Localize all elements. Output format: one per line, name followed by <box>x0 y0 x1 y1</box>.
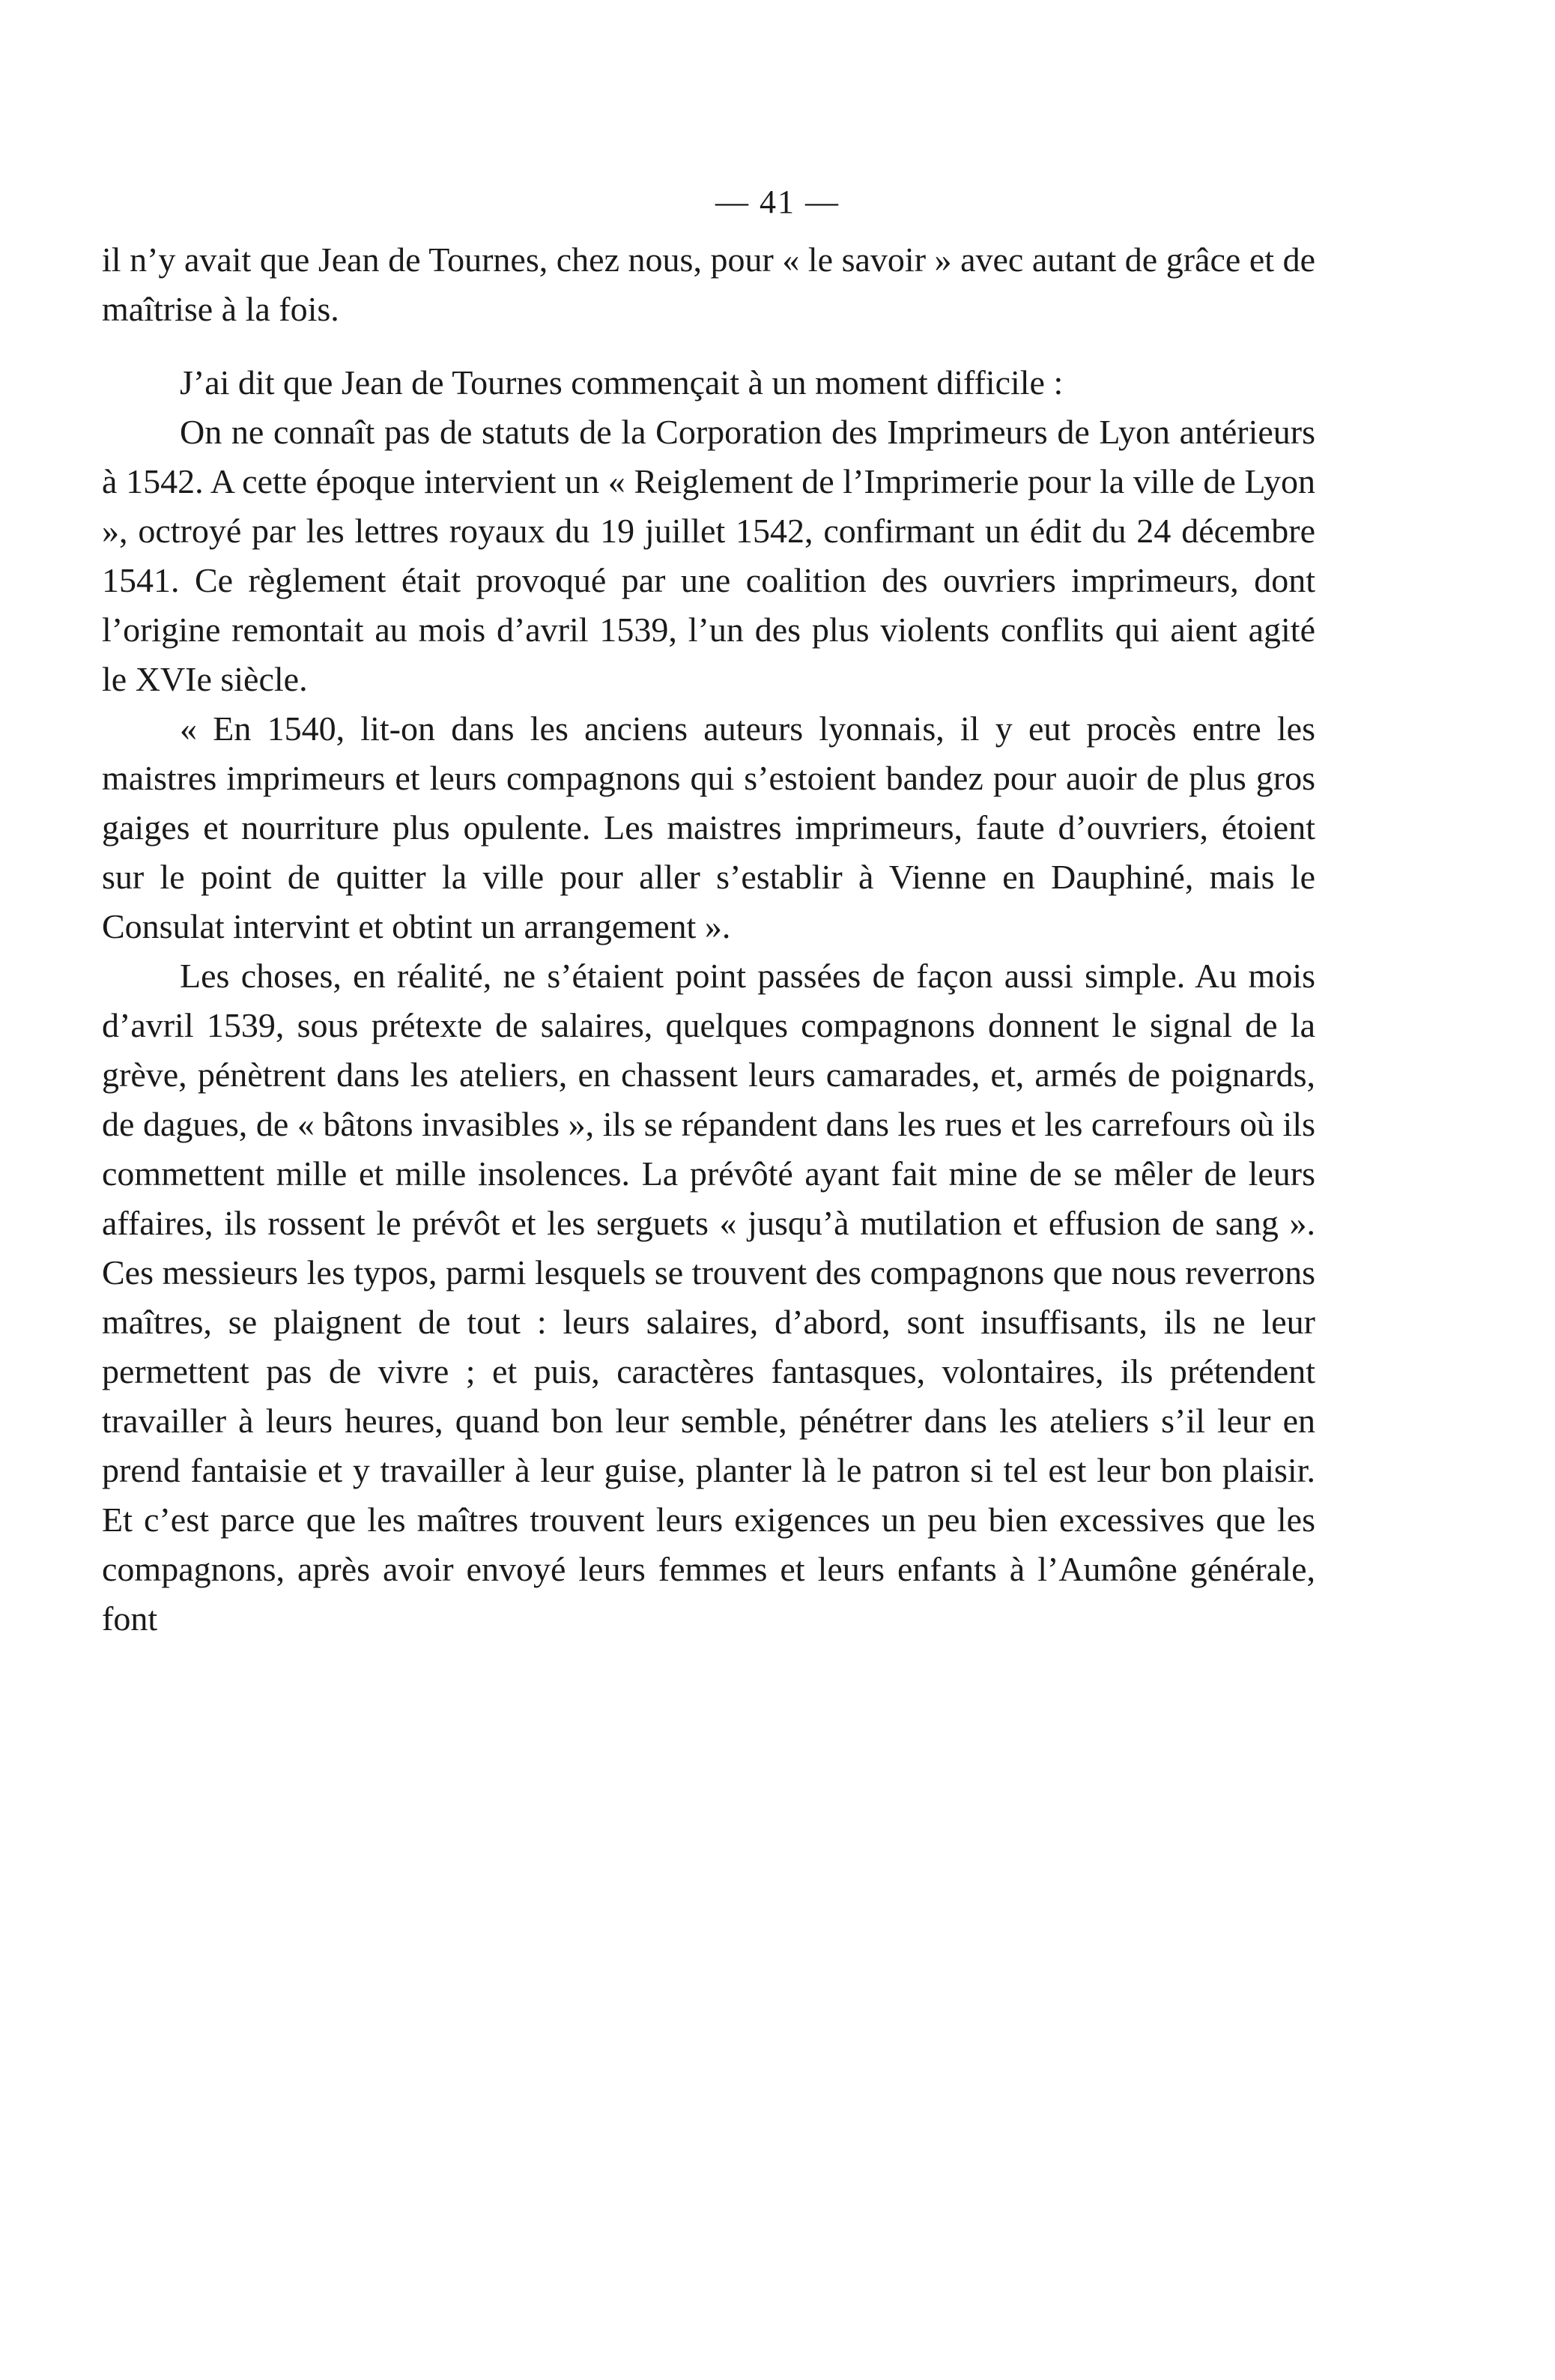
paragraph-quote: « En 1540, lit-on dans les anciens auteurs lyonnais, il y eut procès entre les maistres imprimeurs et leurs compagnons qui s’estoient bandez pour auoir de plus gros gaiges et nourriture plus opulente. Les maistres imprimeurs, faute d’ouvriers, étoient sur le point de quitter la ville pour aller s’establir à Vienne en Dauphiné, mais le Consulat intervint et obtint un arrangement ». <box>102 709 1315 945</box>
paragraph-intro: J’ai dit que Jean de Tournes commençait à un moment difficile : <box>180 363 1064 402</box>
paragraph-statuts: On ne connaît pas de statuts de la Corporation des Imprimeurs de Lyon antérieurs à 1542. A cette époque intervient un « Reiglement de l’Imprimerie pour la ville de Lyon », octroyé par les lettres royaux du 19 juillet 1542, confirmant un édit du 24 décembre 1541. Ce règlement était provoqué par une coalition des ouvriers imprimeurs, dont l’origine remontait au mois d’avril 1539, l’un des plus violents conflits qui aient agité le XVIe siècle. <box>102 413 1315 698</box>
paragraph-greve: Les choses, en réalité, ne s’étaient point passées de façon aussi simple. Au mois d’avril 1539, sous prétexte de salaires, quelques compagnons donnent le signal de la grève, pénètrent dans les ateliers, en chassent leurs camarades, et, armés de poignards, de dagues, de « bâtons invasibles », ils se répandent dans les rues et les carrefours où ils commettent mille et mille insolences. La prévôté ayant fait mine de se mêler de leurs affaires, ils rossent le prévôt et les serguets « jusqu’à mutilation et effusion de sang ». Ces messieurs les typos, parmi lesquels se trouvent des compagnons que nous reverrons maîtres, se plaignent de tout : leurs salaires, d’abord, sont insuffisants, ils ne leur permettent pas de vivre ; et puis, caractères fantasques, volontaires, ils prétendent travailler à leurs heures, quand bon leur semble, pénétrer dans les ateliers s’il leur en prend fantaisie et y travailler à leur guise, planter là le patron si tel est leur bon plaisir. Et c’est parce que les maîtres trouvent leurs exigences un peu bien excessives que les compagnons, après avoir envoyé leurs femmes et leurs enfants à l’Aumône générale, font <box>102 957 1315 1638</box>
body-text <box>102 235 1315 1644</box>
paragraph-continuation: il n’y avait que Jean de Tournes, chez nous, pour « le savoir » avec autant de grâce et de maîtrise à la fois. <box>102 240 1315 328</box>
page-number: — 41 — <box>715 184 840 220</box>
